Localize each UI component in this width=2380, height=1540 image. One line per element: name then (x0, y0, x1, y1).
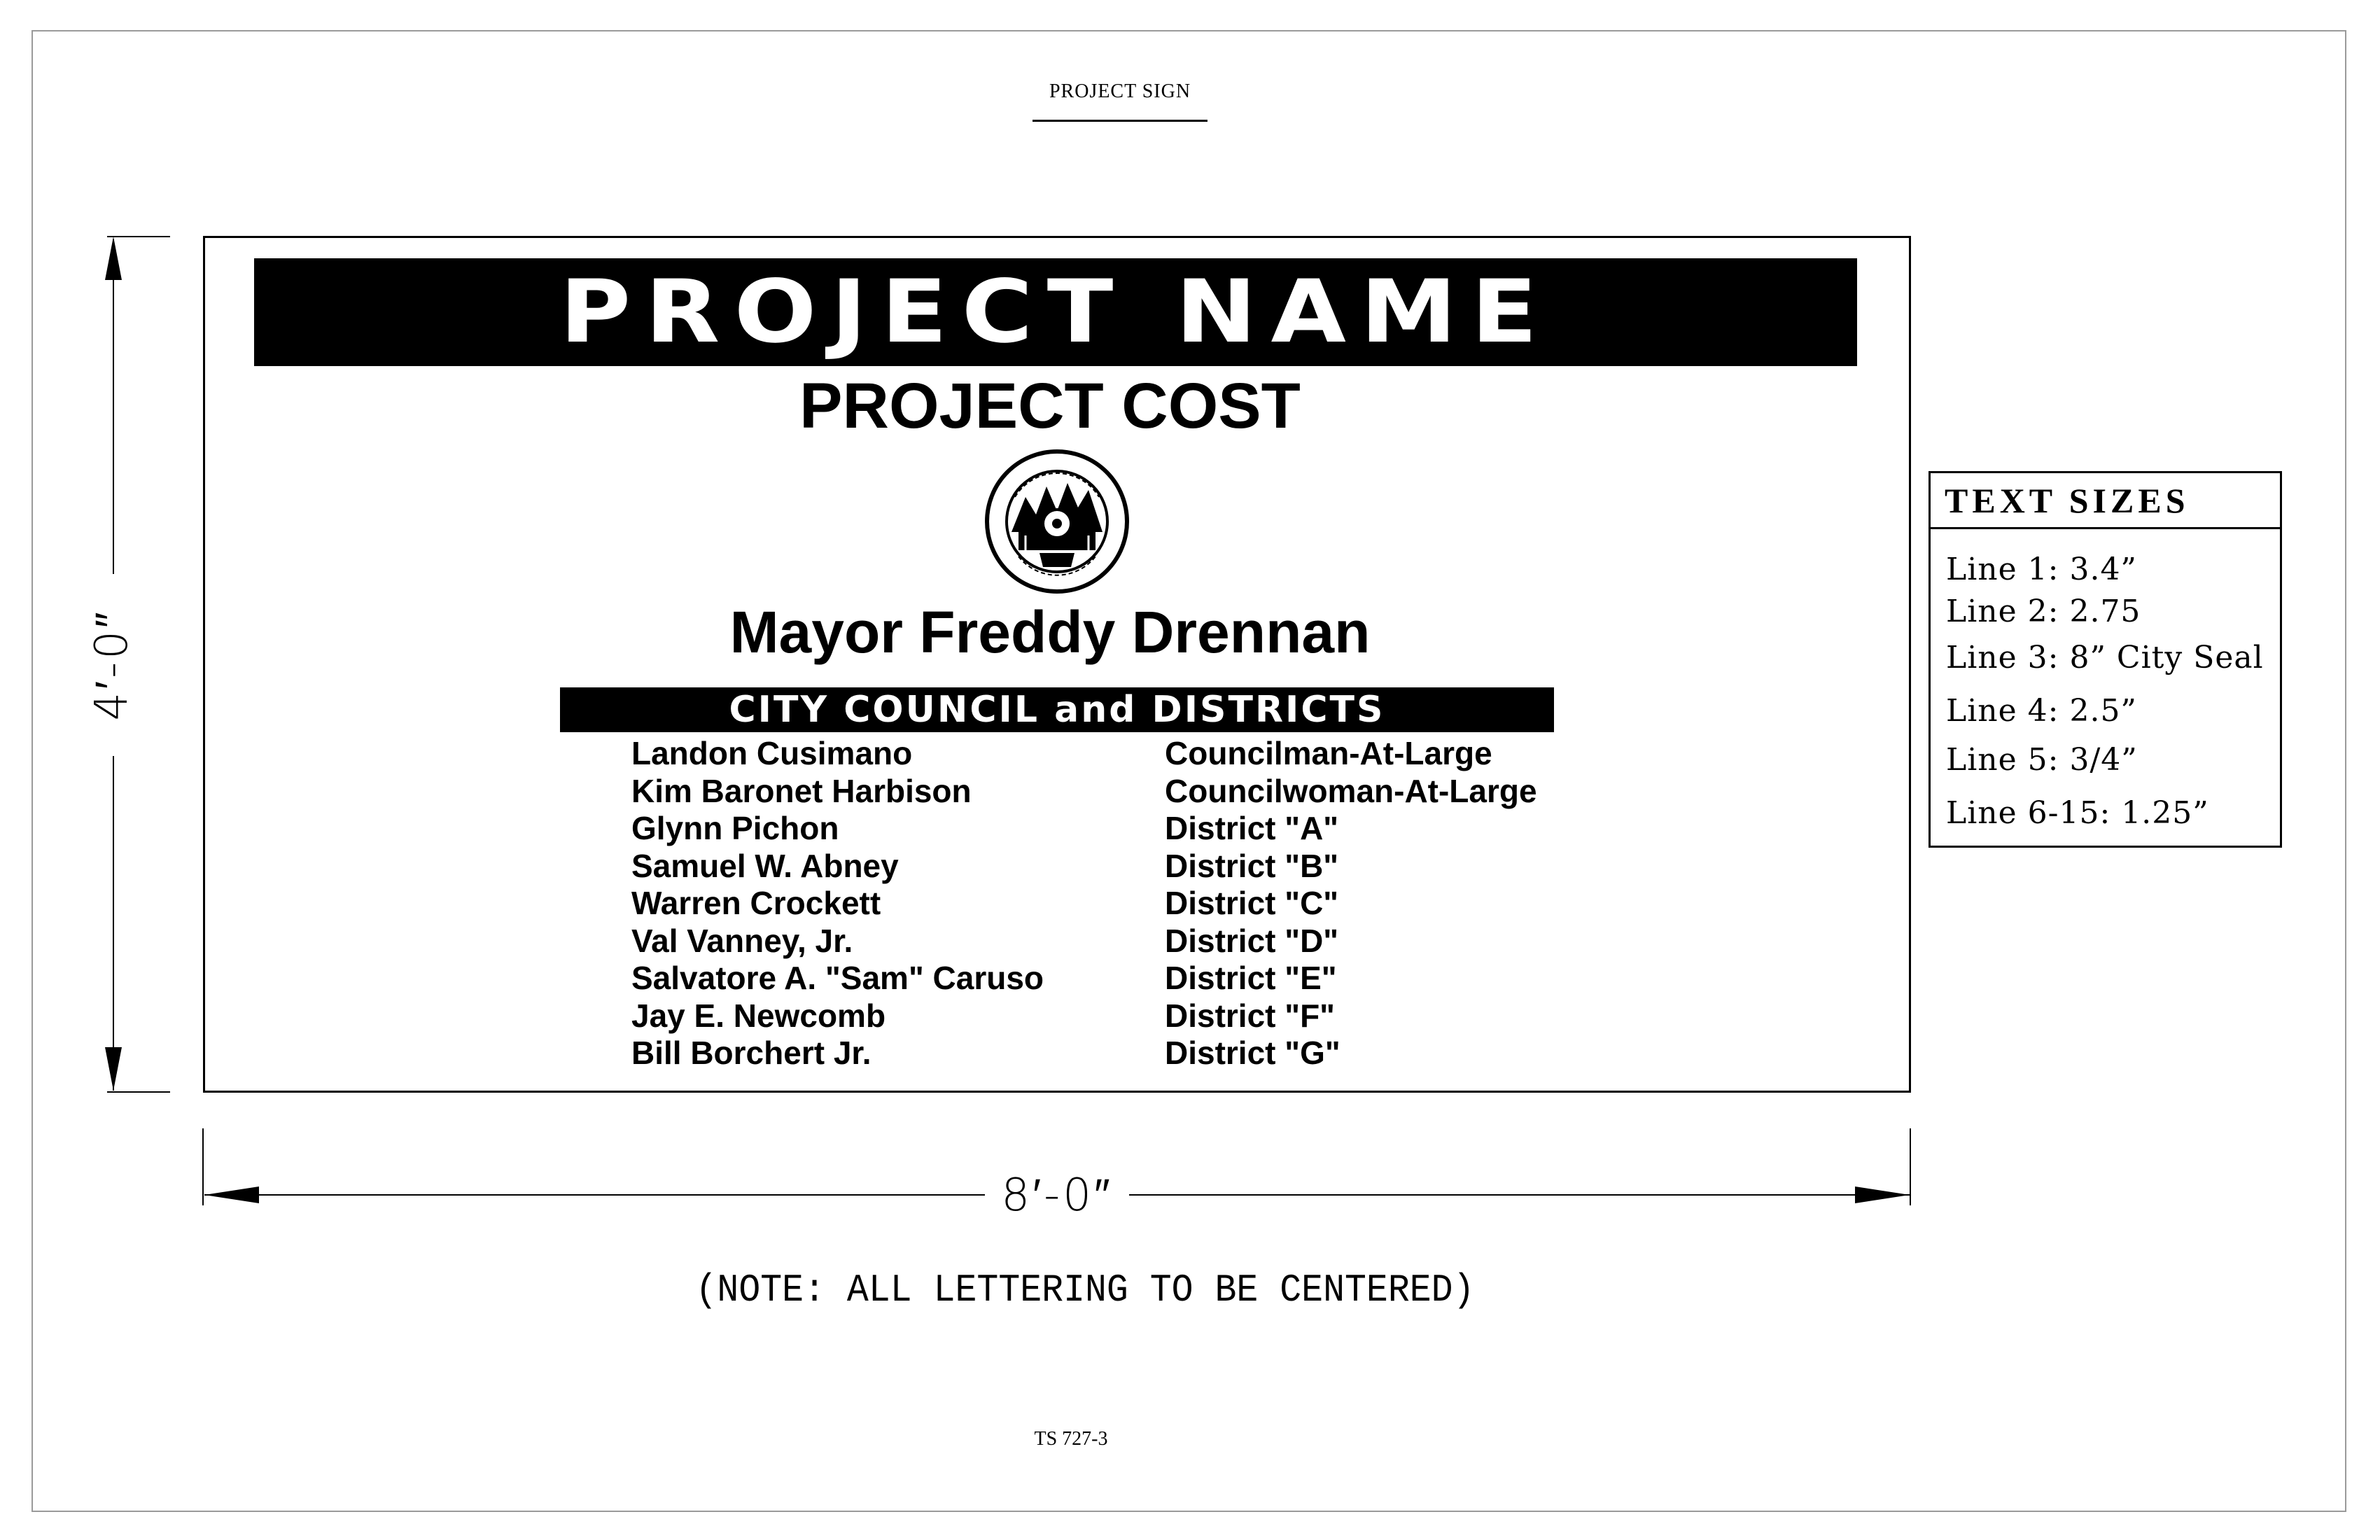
council-member-name: Salvatore A. "Sam" Caruso (631, 960, 1044, 996)
mayor-name-text: Mayor Freddy Drennan (729, 599, 1371, 665)
council-member-name: Kim Baronet Harbison (631, 772, 972, 809)
arrow-up-icon (105, 237, 122, 280)
roster-row (631, 885, 1681, 923)
text-sizes-legend (1928, 471, 2282, 848)
drawing-title: PROJECT SIGN (1049, 80, 1191, 102)
council-member-district: District "G" (1165, 1035, 1340, 1071)
sheet-number: TS 727-3 (1034, 1428, 1108, 1450)
drawing-title-underline (1032, 120, 1208, 122)
project-name-text: PROJECT NAME (559, 262, 1552, 363)
council-member-name: Samuel W. Abney (631, 847, 899, 884)
height-dimension-line (113, 756, 114, 1091)
text-size-line: Line 4: 2.5” (1946, 693, 2137, 729)
text-size-line: Line 2: 2.75 (1946, 594, 2141, 629)
arrow-right-icon (1855, 1186, 1910, 1203)
council-member-district: District "D" (1165, 922, 1339, 959)
text-size-line: Line 5: 3/4” (1946, 742, 2138, 778)
project-cost-text: PROJECT COST (799, 370, 1301, 442)
council-member-district: District "E" (1165, 960, 1337, 996)
text-size-line: Line 1: 3.4” (1946, 552, 2137, 587)
council-member-name: Bill Borchert Jr. (631, 1035, 872, 1071)
roster-row (631, 923, 1681, 960)
council-member-district: District "A" (1165, 810, 1339, 846)
council-member-district: Councilman-At-Large (1165, 735, 1492, 771)
width-extension-line-right (1910, 1128, 1911, 1205)
council-member-name: Glynn Pichon (631, 810, 839, 846)
council-member-district: District "C" (1165, 885, 1339, 921)
council-member-district: District "B" (1165, 847, 1339, 884)
roster-row (631, 773, 1681, 811)
roster-row (631, 735, 1681, 773)
council-member-name: Val Vanney, Jr. (631, 922, 853, 959)
centering-note: (NOTE: ALL LETTERING TO BE CENTERED) (695, 1268, 1475, 1312)
width-extension-line-left (202, 1128, 204, 1205)
text-sizes-header: TEXT SIZES (1931, 473, 2280, 529)
arrow-down-icon (105, 1047, 122, 1091)
council-member-district: Councilwoman-At-Large (1165, 772, 1537, 809)
arrow-left-icon (204, 1186, 259, 1203)
council-member-district: District "F" (1165, 997, 1335, 1034)
width-dimension-label: 8′-0″ (1001, 1170, 1113, 1222)
height-dimension-label: 4′-0″ (86, 609, 138, 721)
roster-row (631, 1035, 1681, 1072)
text-size-line: Line 6-15: 1.25” (1946, 795, 2209, 831)
council-roster (631, 735, 1681, 1072)
roster-row (631, 810, 1681, 848)
council-member-name: Landon Cusimano (631, 735, 913, 771)
city-seal-icon (983, 448, 1130, 595)
council-header-text: CITY COUNCIL and DISTRICTS (729, 689, 1385, 731)
width-dimension-line (1129, 1194, 1910, 1196)
roster-row (631, 960, 1681, 997)
height-dimension-line (113, 239, 114, 574)
council-member-name: Warren Crockett (631, 885, 881, 921)
council-member-name: Jay E. Newcomb (631, 997, 886, 1034)
text-size-line: Line 3: 8” City Seal (1946, 640, 2264, 676)
roster-row (631, 848, 1681, 886)
roster-row (631, 997, 1681, 1035)
width-dimension-line (204, 1194, 985, 1196)
height-extension-line-bottom (107, 1091, 170, 1093)
